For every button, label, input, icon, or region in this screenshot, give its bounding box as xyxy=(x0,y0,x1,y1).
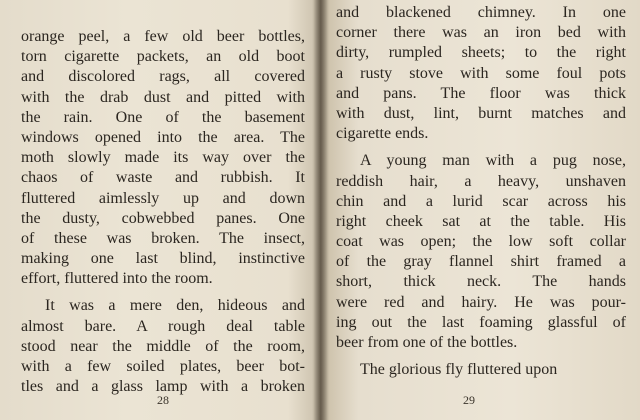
text-line: and blackened chimney. In one xyxy=(336,4,626,21)
text-line: It was a mere den, hideous and xyxy=(45,297,305,315)
text-line: fluttered aimlessly up and down xyxy=(21,189,305,207)
page-number: 28 xyxy=(157,393,169,407)
text-line: were red and hairy. He was pour- xyxy=(336,293,626,311)
text-line: with a few soiled plates, beer bot- xyxy=(21,358,305,375)
text-line: The glorious fly fluttered upon xyxy=(360,361,558,379)
text-line: reddish hair, a heavy, unshaven xyxy=(336,172,626,190)
text-line: chin and a lurid scar across his xyxy=(336,192,626,210)
text-line: the rain. One of the basement xyxy=(21,108,305,126)
text-line: tles and a glass lamp with a broken xyxy=(21,378,305,396)
text-line: making one last blind, instinctive xyxy=(21,250,305,268)
right-page xyxy=(323,0,640,420)
text-line: orange peel, a few old beer bottles, xyxy=(21,28,305,45)
right-page-text xyxy=(336,3,626,380)
left-page xyxy=(0,0,318,420)
text-line: windows opened into the area. The xyxy=(21,128,305,146)
text-line: of the gray flannel shirt framed a xyxy=(336,253,626,271)
paragraph xyxy=(336,151,626,353)
text-line: corner there was an iron bed with xyxy=(336,24,626,42)
text-line: cigarette ends. xyxy=(336,125,429,143)
text-line: beer from one of the bottles. xyxy=(336,334,518,351)
paragraph xyxy=(21,27,305,289)
text-line: short, thick neck. The hands xyxy=(336,273,626,291)
text-line: coat was open; the low soft collar xyxy=(336,233,626,251)
text-line: A young man with a pug nose, xyxy=(360,152,626,170)
text-line: chaos of waste and rubbish. It xyxy=(21,169,305,187)
left-page-text xyxy=(21,27,305,397)
text-line: the dusty, cobwebbed panes. One xyxy=(21,209,305,227)
paragraph xyxy=(21,296,305,397)
text-line: ing out the last foaming glassful of xyxy=(336,313,626,331)
text-line: moth slowly made its way over the xyxy=(21,149,305,167)
text-line: almost bare. A rough deal table xyxy=(21,317,305,335)
text-line: torn cigarette packets, an old boot xyxy=(21,48,305,66)
text-line: right cheek sat at the table. His xyxy=(336,212,626,230)
text-line: stood near the middle of the room, xyxy=(21,337,305,355)
text-line: with dust, lint, burnt matches and xyxy=(336,104,626,122)
text-line: dirty, rumpled sheets; to the right xyxy=(336,44,626,62)
text-line: and discolored rags, all covered xyxy=(21,68,305,86)
text-line: and pans. The floor was thick xyxy=(336,84,626,102)
paragraph xyxy=(336,360,626,380)
text-line: of these was broken. The insect, xyxy=(21,229,305,247)
text-line: effort, fluttered into the room. xyxy=(21,270,213,288)
text-line: with the drab dust and pitted with xyxy=(21,88,305,106)
paragraph xyxy=(336,3,626,144)
page-number: 29 xyxy=(463,393,475,407)
text-line: a rusty stove with some foul pots xyxy=(336,64,626,82)
